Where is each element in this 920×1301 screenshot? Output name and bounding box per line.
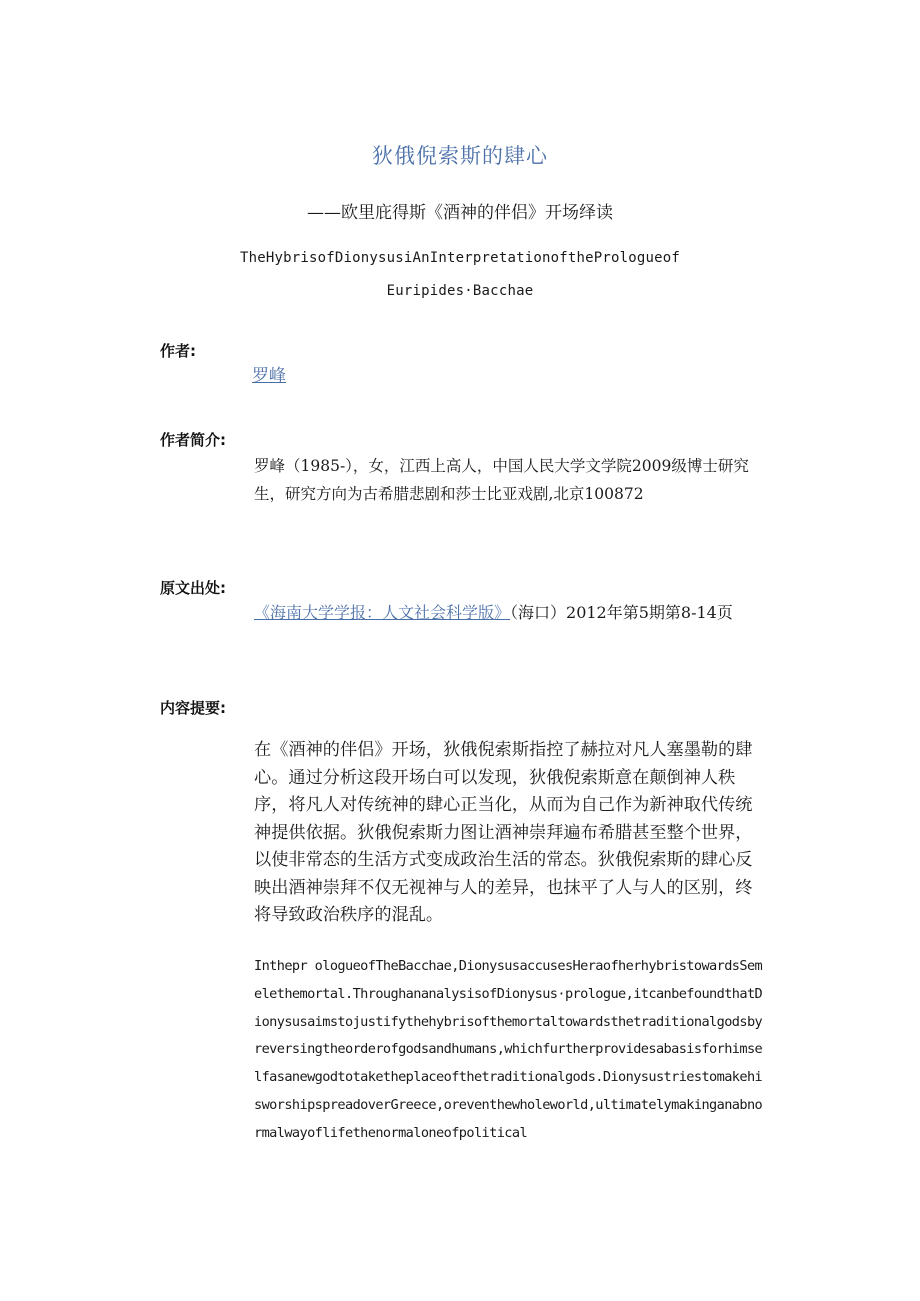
- abstract-english: Inthepr ologueofTheBacchae,DionysusaccusesHeraofherhybristowardsSemelethemortal.ThroughananalysisofDionysus·prologue,itcanbefoundthatDionysusaimstojustifythehybrisofthemortaltowardsthetraditionalgodsbyreversingtheorderofgodsandhumans,whichfurtherprovidesabasisforhimselfasanewgodtotaketheplaceofthetraditionalgods.DionysustriestomakehisworshipspreadoverGreece,oreventhewholeworld,ultimatelymakinganabnormalwayoflifethenormaloneofpolitical: [254, 958, 763, 1141]
- author-label: 作者:: [160, 342, 196, 360]
- author-name-link[interactable]: 罗峰: [252, 366, 286, 386]
- english-title-line-2: Euripides·Bacchae: [386, 283, 534, 299]
- english-title-line-1: TheHybrisofDionysusiAnInterpretationofthePrologueof: [239, 250, 681, 266]
- source-citation: [254, 599, 766, 627]
- source-label: 原文出处:: [160, 579, 226, 597]
- page-title: 狄俄倪索斯的肆心: [372, 144, 548, 168]
- author-bio-label: 作者简介:: [160, 431, 226, 449]
- abstract-label: 内容提要:: [160, 699, 226, 717]
- journal-link[interactable]: 《海南大学学报：人文社会科学版》: [254, 603, 511, 622]
- page-subtitle: ——欧里庇得斯《酒神的伴侣》开场绎读: [307, 203, 613, 223]
- abstract-chinese: 在《酒神的伴侣》开场，狄俄倪索斯指控了赫拉对凡人塞墨勒的肆心。通过分析这段开场白可以发现，狄俄倪索斯意在颠倒神人秩序，将凡人对传统神的肆心正当化，从而为自己作为新神取代传统神提供依据。狄俄倪索斯力图让酒神崇拜遍布希腊甚至整个世界，以使非常态的生活方式变成政治生活的常态。狄俄倪索斯的肆心反映出酒神崇拜不仅无视神与人的差异，也抹平了人与人的区别，终将导致政治秩序的混乱。: [254, 740, 753, 925]
- author-bio-text: 罗峰（1985-），女，江西上高人，中国人民大学文学院2009级博士研究生，研究方向为古希腊悲剧和莎士比亚戏剧,北京100872: [254, 457, 749, 503]
- source-details: （海口）2012年第5期第8-14页: [510, 603, 733, 622]
